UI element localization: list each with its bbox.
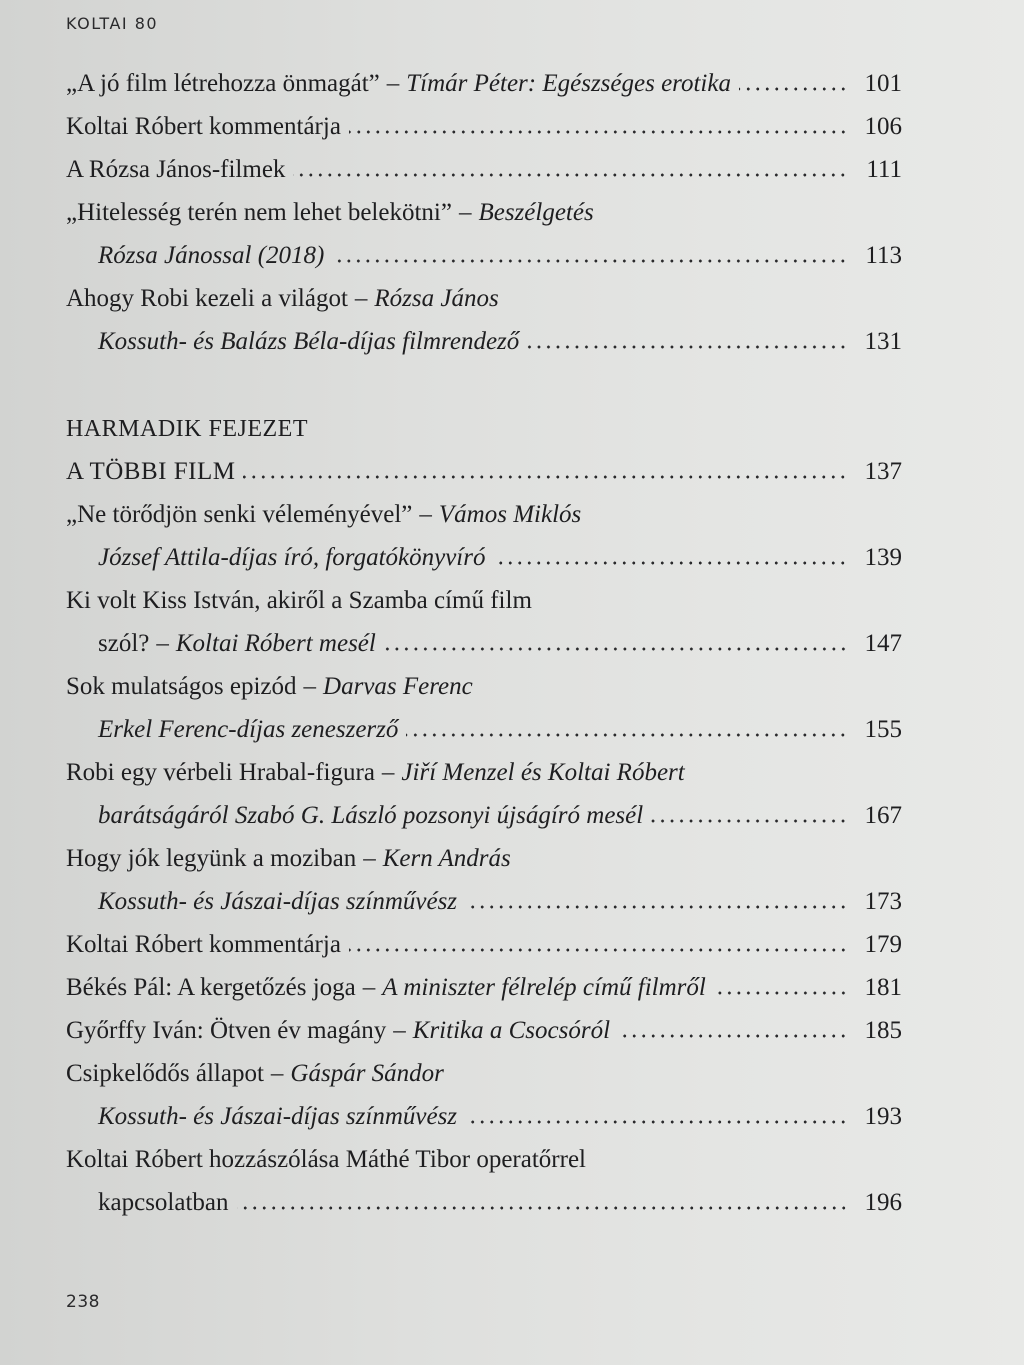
toc-entry-continuation [66,534,902,577]
dot-leader [493,559,848,567]
entry-title: „Ne törődjön senki véleményével” [66,501,413,528]
entry-title: Ki volt Kiss István, akiről a Szamba című film [66,587,532,614]
entry-title: Koltai Róbert hozzászólása Máthé Tibor operatőrrel [66,1146,586,1173]
dot-leader [651,817,848,825]
running-header: KOLTAI 80 [66,14,159,33]
entry-separator: – [363,845,376,872]
dot-leader [465,1118,848,1126]
page-ref: 196 [864,1189,902,1216]
entry-subtitle: Jiří Menzel és Koltai Róbert [401,759,685,786]
entry-separator: – [393,1017,406,1044]
entry-subtitle: Gáspár Sándor [290,1060,444,1087]
page-ref: 101 [864,70,902,97]
toc-entry-continuation [66,1179,902,1222]
page-ref: 111 [866,156,902,183]
table-of-contents [66,60,902,1222]
toc-entry [66,275,902,318]
entry-title: Győrffy Iván: Ötven év magány [66,1017,387,1044]
entry-separator: – [354,285,368,312]
toc-entry [66,921,902,964]
entry-subtitle: Erkel Ferenc-díjas zeneszerző [98,716,399,743]
entry-separator: – [381,759,395,786]
toc-entry [66,146,902,189]
page-ref: 137 [864,458,902,485]
entry-separator: – [386,70,400,97]
entry-title: A Rózsa János-filmek [66,156,286,183]
dot-leader [739,85,848,93]
toc-entry [66,1007,902,1050]
page-number: 238 [66,1292,100,1312]
entry-separator: – [156,630,169,657]
entry-subtitle: Vámos Miklós [438,501,582,528]
entry-title: „Hitelesség terén nem lehet belekötni” [66,199,452,226]
entry-subtitle: Rózsa Jánossal (2018) [98,242,325,269]
toc-entry [66,103,902,146]
toc-entry-continuation [66,620,902,663]
dot-leader [714,989,848,997]
dot-leader [237,1204,848,1212]
toc-entry [66,1050,902,1093]
dot-leader [349,128,848,136]
entry-subtitle: Koltai Róbert mesél [175,630,376,657]
entry-title: kapcsolatban [98,1189,229,1216]
toc-entry [66,189,902,232]
toc-entry [66,491,902,534]
toc-entry [66,1136,902,1179]
page-ref: 179 [864,931,902,958]
entry-title: Robi egy vérbeli Hrabal-figura [66,759,375,786]
dot-leader [243,473,848,481]
dot-leader [384,645,848,653]
entry-title: Csipkelődős állapot [66,1060,264,1087]
dot-leader [527,343,848,351]
page-ref: 139 [864,544,902,571]
entry-title: szól? [98,630,150,657]
chapter-label-text: HARMADIK FEJEZET [66,416,308,442]
entry-subtitle: Tímár Péter: Egészséges erotika [406,70,731,97]
entry-subtitle: Kossuth- és Jászai-díjas színművész [98,888,458,915]
entry-separator: – [362,974,376,1001]
toc-entry [66,749,902,792]
toc-entry-continuation [66,1093,902,1136]
entry-title: Sok mulatságos epizód [66,673,297,700]
entry-subtitle: József Attila-díjas író, forgatókönyvíró [98,544,486,571]
page-ref: 181 [864,974,902,1001]
dot-leader [293,171,848,179]
entry-title: Hogy jók legyünk a moziban [66,845,357,872]
entry-separator: – [270,1060,284,1087]
toc-entry [66,964,902,1007]
toc-entry-continuation [66,232,902,275]
page-ref: 193 [864,1103,902,1130]
entry-separator: – [419,501,432,528]
dot-leader [349,946,848,954]
entry-subtitle: barátságáról Szabó G. László pozsonyi újságíró mesél [98,802,644,829]
page-ref: 106 [864,113,902,140]
dot-leader [465,903,848,911]
entry-title: Koltai Róbert kommentárja [66,113,341,140]
dot-leader [332,257,848,265]
page-ref: 167 [864,802,902,829]
toc-entry-continuation [66,706,902,749]
chapter-title: A TÖBBI FILM [66,458,236,485]
entry-title: Ahogy Robi kezeli a világot [66,285,348,312]
entry-subtitle: Kossuth- és Jászai-díjas színművész [98,1103,458,1130]
entry-subtitle: Rózsa János [374,285,499,312]
toc-entry-continuation [66,878,902,921]
toc-entry [66,577,902,620]
page-ref: 155 [864,716,902,743]
entry-title: Békés Pál: A kergetőzés joga [66,974,356,1001]
entry-subtitle: Beszélgetés [478,199,594,226]
toc-entry [66,663,902,706]
entry-subtitle: Kritika a Csocsóról [412,1017,611,1044]
chapter-title-entry [66,448,902,491]
entry-title: „A jó film létrehozza önmagát” [66,70,380,97]
entry-subtitle: A miniszter félrelép című filmről [382,974,706,1001]
dot-leader [406,731,848,739]
page-ref: 147 [864,630,902,657]
entry-separator: – [303,673,317,700]
page-ref: 185 [864,1017,902,1044]
toc-entry [66,60,902,103]
entry-separator: – [458,199,472,226]
dot-leader [618,1032,848,1040]
entry-title: Koltai Róbert kommentárja [66,931,341,958]
page-ref: 173 [864,888,902,915]
toc-entry [66,835,902,878]
page-ref: 131 [864,328,902,355]
entry-subtitle: Kossuth- és Balázs Béla-díjas filmrendező [98,328,520,355]
toc-entry-continuation [66,792,902,835]
entry-subtitle: Darvas Ferenc [323,673,473,700]
entry-subtitle: Kern András [382,845,511,872]
page-ref: 113 [865,242,902,269]
chapter-label [66,405,902,448]
toc-entry-continuation [66,318,902,361]
section-gap [66,361,902,405]
